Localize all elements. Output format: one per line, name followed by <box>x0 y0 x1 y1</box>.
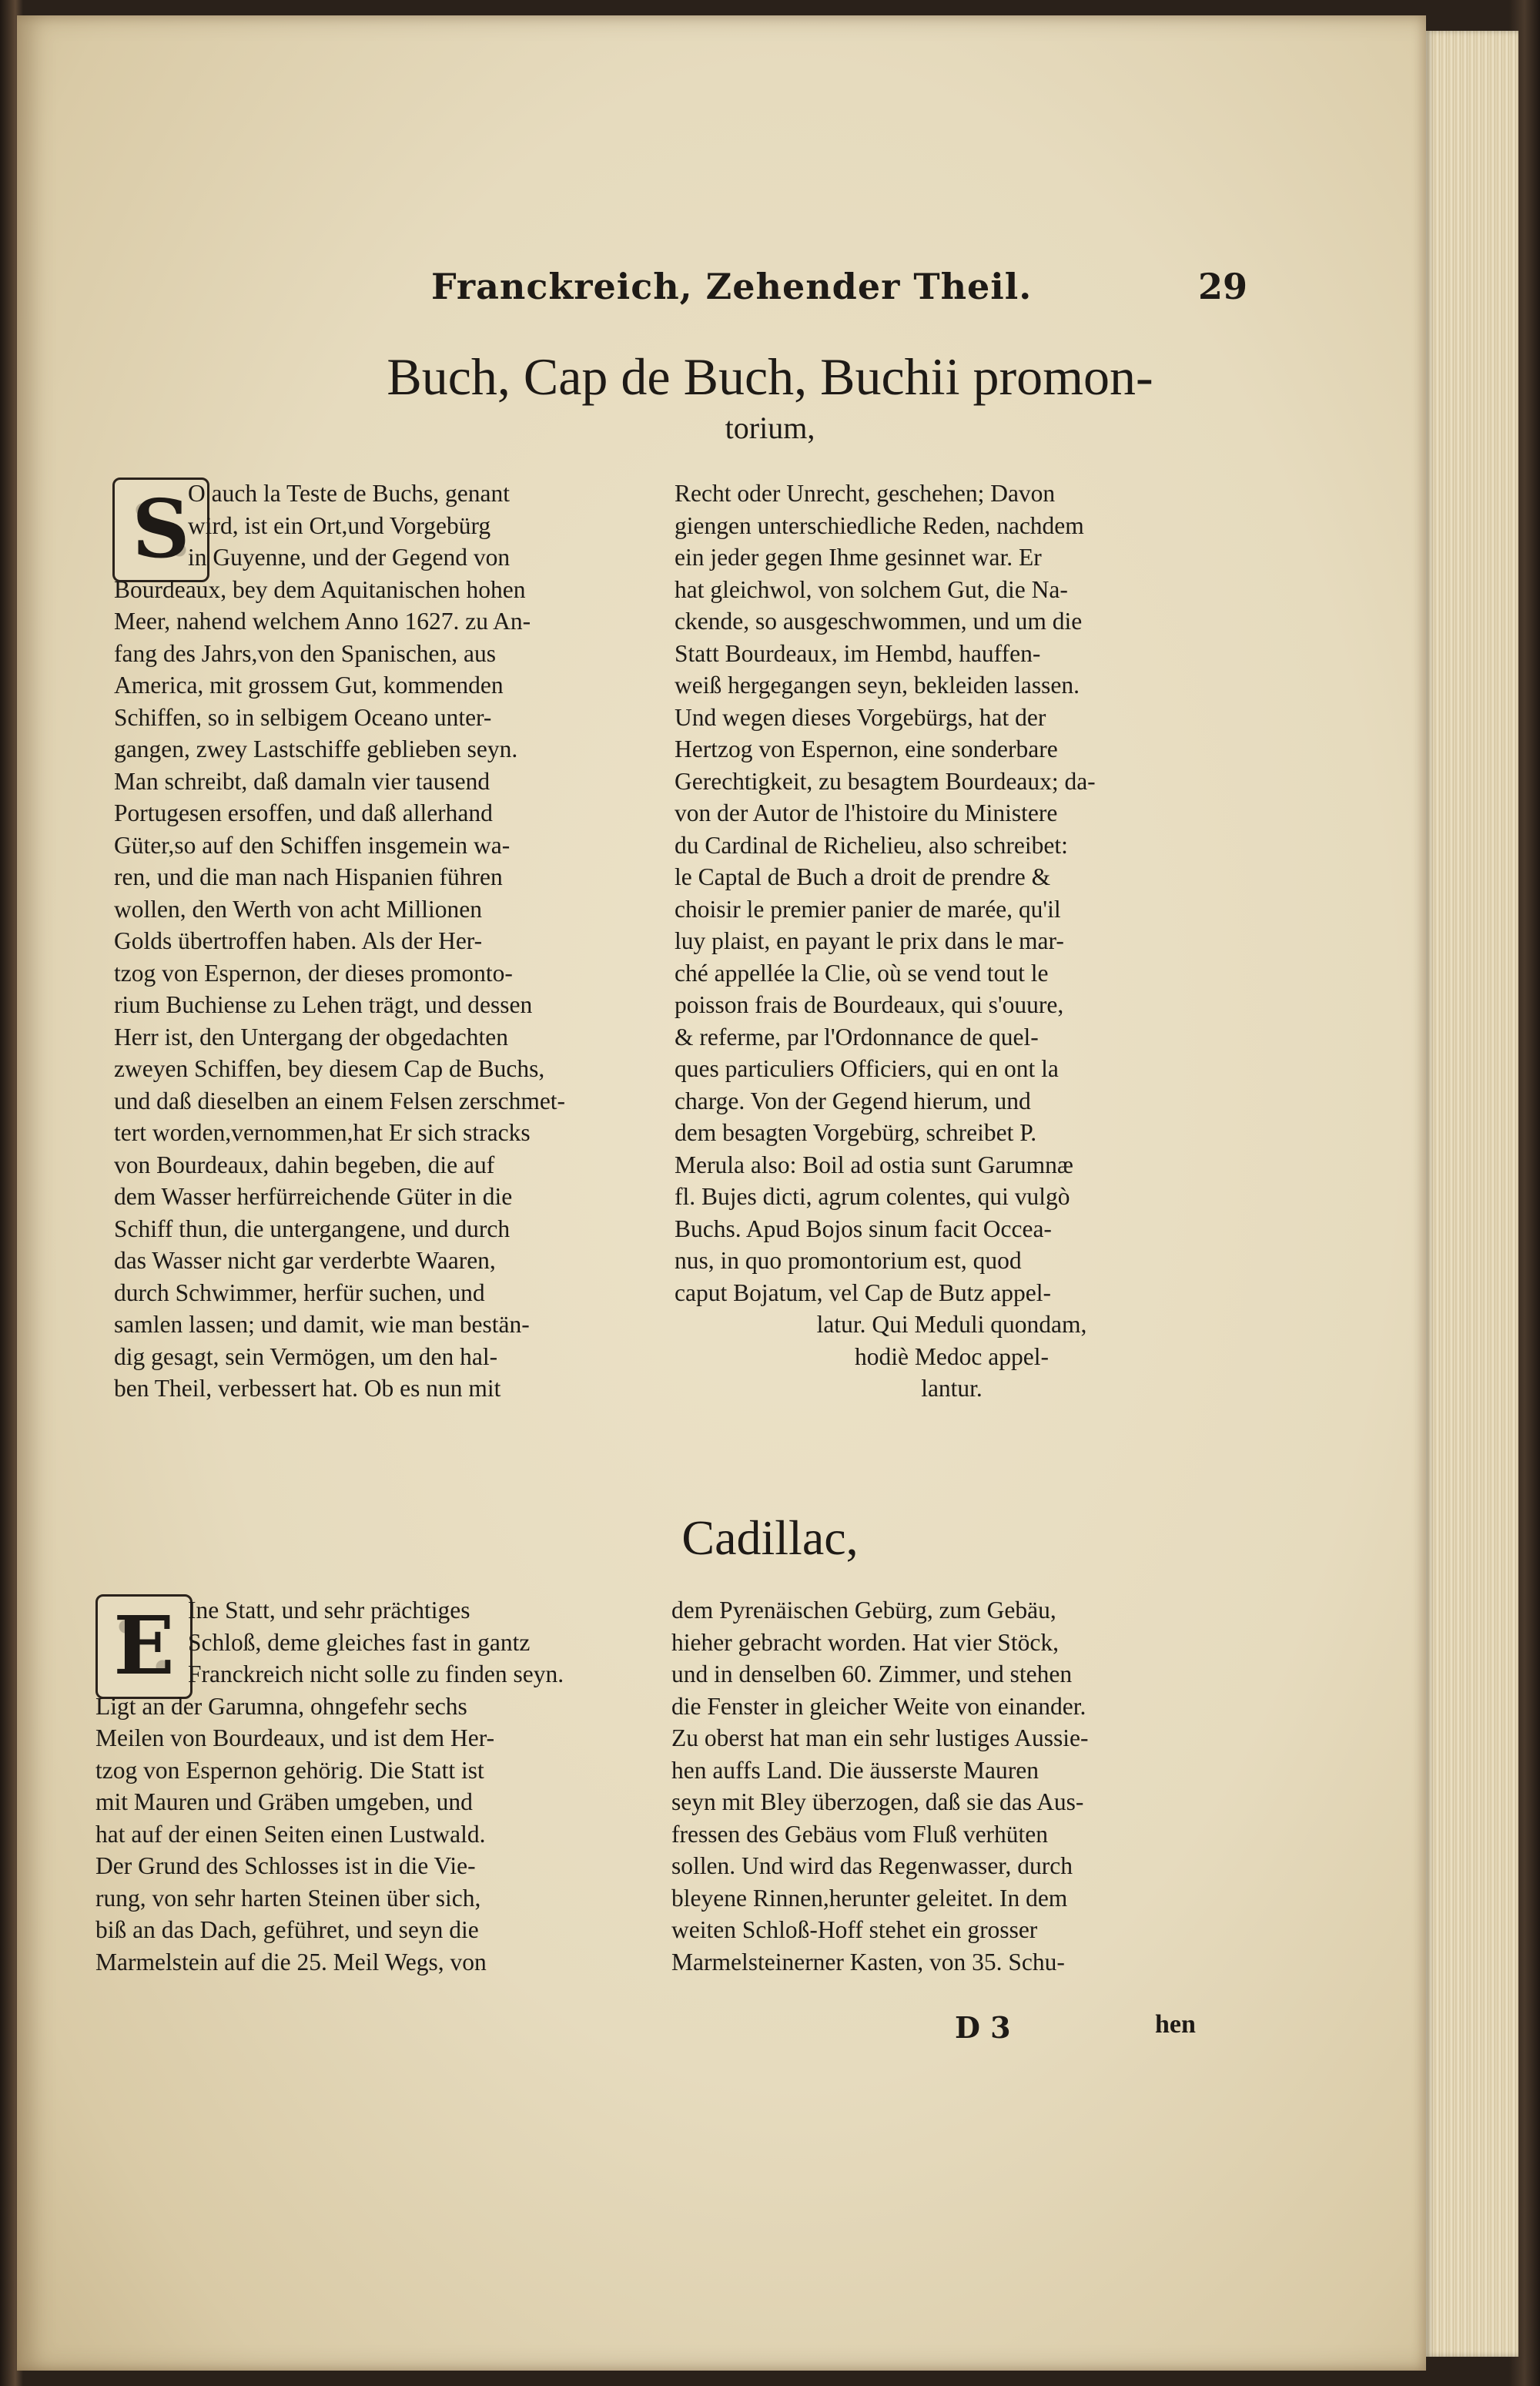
text-line: tzog von Espernon gehörig. Die Statt ist <box>95 1756 484 1784</box>
text-line: Schiff thun, die untergangene, und durch <box>114 1215 511 1242</box>
page-edges <box>1426 31 1518 2357</box>
text-line: Meilen von Bourdeaux, und ist dem Her- <box>95 1724 495 1751</box>
text-line: Und wegen dieses Vorgebürgs, hat der <box>675 703 1046 731</box>
text-line: ben Theil, verbessert hat. Ob es nun mit <box>114 1375 501 1402</box>
text-line: Zu oberst hat man ein sehr lustiges Aussie- <box>671 1724 1089 1751</box>
text-line: Hertzog von Espernon, eine sonderbare <box>675 736 1058 762</box>
text-line: fl. Bujes dicti, agrum colentes, qui vulgò <box>675 1183 1070 1210</box>
text-line: samlen lassen; und damit, wie man bestän- <box>114 1311 530 1338</box>
text-line: Buchs. Apud Bojos sinum facit Occea- <box>675 1215 1052 1242</box>
text-line: choisir le premier panier de marée, qu'il <box>675 895 1061 923</box>
text-line: wird, ist ein Ort,und Vorgebürg <box>188 511 491 539</box>
text-line: von der Autor de l'histoire du Ministere <box>675 799 1058 826</box>
section-title-buch: Buch, Cap de Buch, Buchii promon- <box>387 347 1153 406</box>
text-line: dig gesagt, sein Vermögen, um den hal- <box>114 1342 498 1370</box>
text-line: Ine Statt, und sehr prächtiges <box>188 1597 470 1624</box>
text-line: Recht oder Unrecht, geschehen; Davon <box>675 480 1056 507</box>
cadillac-column-right <box>671 1594 1230 1978</box>
text-line: Meer, nahend welchem Anno 1627. zu An- <box>114 608 531 635</box>
text-line: ein jeder gegen Ihme gesinnet war. Er <box>675 544 1042 571</box>
text-line: Portugesen ersoffen, und daß allerhand <box>114 799 493 826</box>
page-number: 29 <box>1197 266 1247 307</box>
text-line: Franckreich nicht solle zu finden seyn. <box>188 1660 564 1687</box>
text-line: ché appellée la Clie, où se vend tout le <box>675 959 1049 987</box>
text-line: in Guyenne, und der Gegend von <box>188 544 511 571</box>
text-line: hodiè Medoc appel- <box>855 1342 1049 1370</box>
text-line: ckende, so ausgeschwommen, und um die <box>675 608 1083 635</box>
section-title-buch-cont: torium, <box>725 411 815 445</box>
text-line: Der Grund des Schlosses ist in die Vie- <box>95 1852 476 1879</box>
text-line: von Bourdeaux, dahin begeben, die auf <box>114 1151 495 1178</box>
text-line: Man schreibt, daß damaln vier tausend <box>114 767 490 795</box>
text-line: nus, in quo promontorium est, quod <box>675 1247 1022 1274</box>
text-line: durch Schwimmer, herfür suchen, und <box>114 1278 485 1306</box>
text-line: Ligt an der Garumna, ohngefehr sechs <box>95 1692 467 1720</box>
text-line: tzog von Espernon, der dieses promonto- <box>114 959 513 987</box>
text-line: das Wasser nicht gar verderbte Waaren, <box>114 1247 496 1274</box>
text-line: und daß dieselben an einem Felsen zerschmet- <box>114 1087 566 1114</box>
buch-column-right <box>675 478 1229 1405</box>
text-line: dem Wasser herfürreichende Güter in die <box>114 1183 513 1210</box>
text-line: luy plaist, en payant le prix dans le mar- <box>675 927 1064 954</box>
text-line: Herr ist, den Untergang der obgedachten <box>114 1023 508 1051</box>
text-line: O auch la Teste de Buchs, genant <box>188 480 510 507</box>
text-line: poisson frais de Bourdeaux, qui s'ouure, <box>675 991 1064 1018</box>
buch-column-left <box>114 478 653 1405</box>
text-line: weiten Schloß-Hoff stehet ein grosser <box>671 1916 1038 1943</box>
text-line: le Captal de Buch a droit de prendre & <box>675 863 1051 890</box>
text-line: hat auf der einen Seiten einen Lustwald. <box>95 1820 486 1848</box>
text-line: dem besagten Vorgebürg, schreibet P. <box>675 1119 1037 1146</box>
text-line: Marmelstein auf die 25. Meil Wegs, von <box>95 1948 487 1975</box>
text-line: biß an das Dach, geführet, und seyn die <box>95 1916 479 1943</box>
section-title-cadillac: Cadillac, <box>681 1510 859 1565</box>
text-line: hat gleichwol, von solchem Gut, die Na- <box>675 575 1068 603</box>
text-line: hen auffs Land. Die äusserste Mauren <box>671 1756 1040 1784</box>
text-line: ren, und die man nach Hispanien führen <box>114 863 503 890</box>
text-line: tert worden,vernommen,hat Er sich stracks <box>114 1119 531 1146</box>
text-line: Güter,so auf den Schiffen insgemein wa- <box>114 831 511 859</box>
text-line: hieher gebracht worden. Hat vier Stöck, <box>671 1628 1059 1656</box>
text-line: latur. Qui Meduli quondam, <box>816 1311 1087 1338</box>
text-line: lantur. <box>921 1375 983 1402</box>
text-line: du Cardinal de Richelieu, also schreibet: <box>675 831 1068 859</box>
text-line: Gerechtigkeit, zu besagtem Bourdeaux; da- <box>675 767 1096 795</box>
text-line: zweyen Schiffen, bey diesem Cap de Buchs, <box>114 1055 545 1082</box>
text-line: bleyene Rinnen,herunter geleitet. In dem <box>671 1884 1068 1912</box>
signature-mark: D 3 <box>955 2010 1011 2045</box>
catchword: hen <box>1155 2010 1196 2039</box>
text-line: Statt Bourdeaux, im Hembd, hauffen- <box>675 639 1041 667</box>
text-line: America, mit grossem Gut, kommenden <box>114 672 504 699</box>
drop-cap-initial: S <box>112 478 209 582</box>
text-line: ques particuliers Officiers, qui en ont la <box>675 1055 1059 1082</box>
text-line: mit Mauren und Gräben umgeben, und <box>95 1788 473 1815</box>
text-line: rung, von sehr harten Steinen über sich, <box>95 1884 481 1912</box>
running-title: Franckreich, Zehender Theil. <box>431 266 1033 307</box>
text-line: sollen. Und wird das Regenwasser, durch <box>671 1852 1073 1879</box>
text-line: fang des Jahrs,von den Spanischen, aus <box>114 639 497 667</box>
text-line: und in denselben 60. Zimmer, und stehen <box>671 1660 1073 1687</box>
text-line: gangen, zwey Lastschiffe geblieben seyn. <box>114 736 518 762</box>
text-line: Schiffen, so in selbigem Oceano unter- <box>114 703 492 731</box>
drop-cap-initial: E <box>95 1594 192 1699</box>
text-line: giengen unterschiedliche Reden, nachdem <box>675 511 1084 539</box>
text-line: Schloß, deme gleiches fast in gantz <box>188 1628 531 1656</box>
text-line: rium Buchiense zu Lehen trägt, und dessen <box>114 991 533 1018</box>
text-line: Golds übertroffen haben. Als der Her- <box>114 927 483 954</box>
text-line: Marmelsteinerner Kasten, von 35. Schu- <box>671 1948 1065 1975</box>
text-line: weiß hergegangen seyn, bekleiden lassen. <box>675 672 1080 699</box>
text-line: Merula also: Boil ad ostia sunt Garumnæ <box>675 1151 1073 1178</box>
page-header <box>431 266 1247 320</box>
text-line: fressen des Gebäus vom Fluß verhüten <box>671 1820 1049 1848</box>
cadillac-column-left <box>95 1594 651 1978</box>
text-line: Bourdeaux, bey dem Aquitanischen hohen <box>114 575 526 603</box>
text-line: dem Pyrenäischen Gebürg, zum Gebäu, <box>671 1597 1056 1624</box>
text-line: & referme, par l'Ordonnance de quel- <box>675 1023 1039 1051</box>
text-line: caput Bojatum, vel Cap de Butz appel- <box>675 1278 1051 1306</box>
text-line: seyn mit Bley überzogen, daß sie das Aus- <box>671 1788 1084 1815</box>
text-line: charge. Von der Gegend hierum, und <box>675 1087 1031 1114</box>
text-line: die Fenster in gleicher Weite von einander. <box>671 1692 1086 1720</box>
text-line: wollen, den Werth von acht Millionen <box>114 895 483 923</box>
